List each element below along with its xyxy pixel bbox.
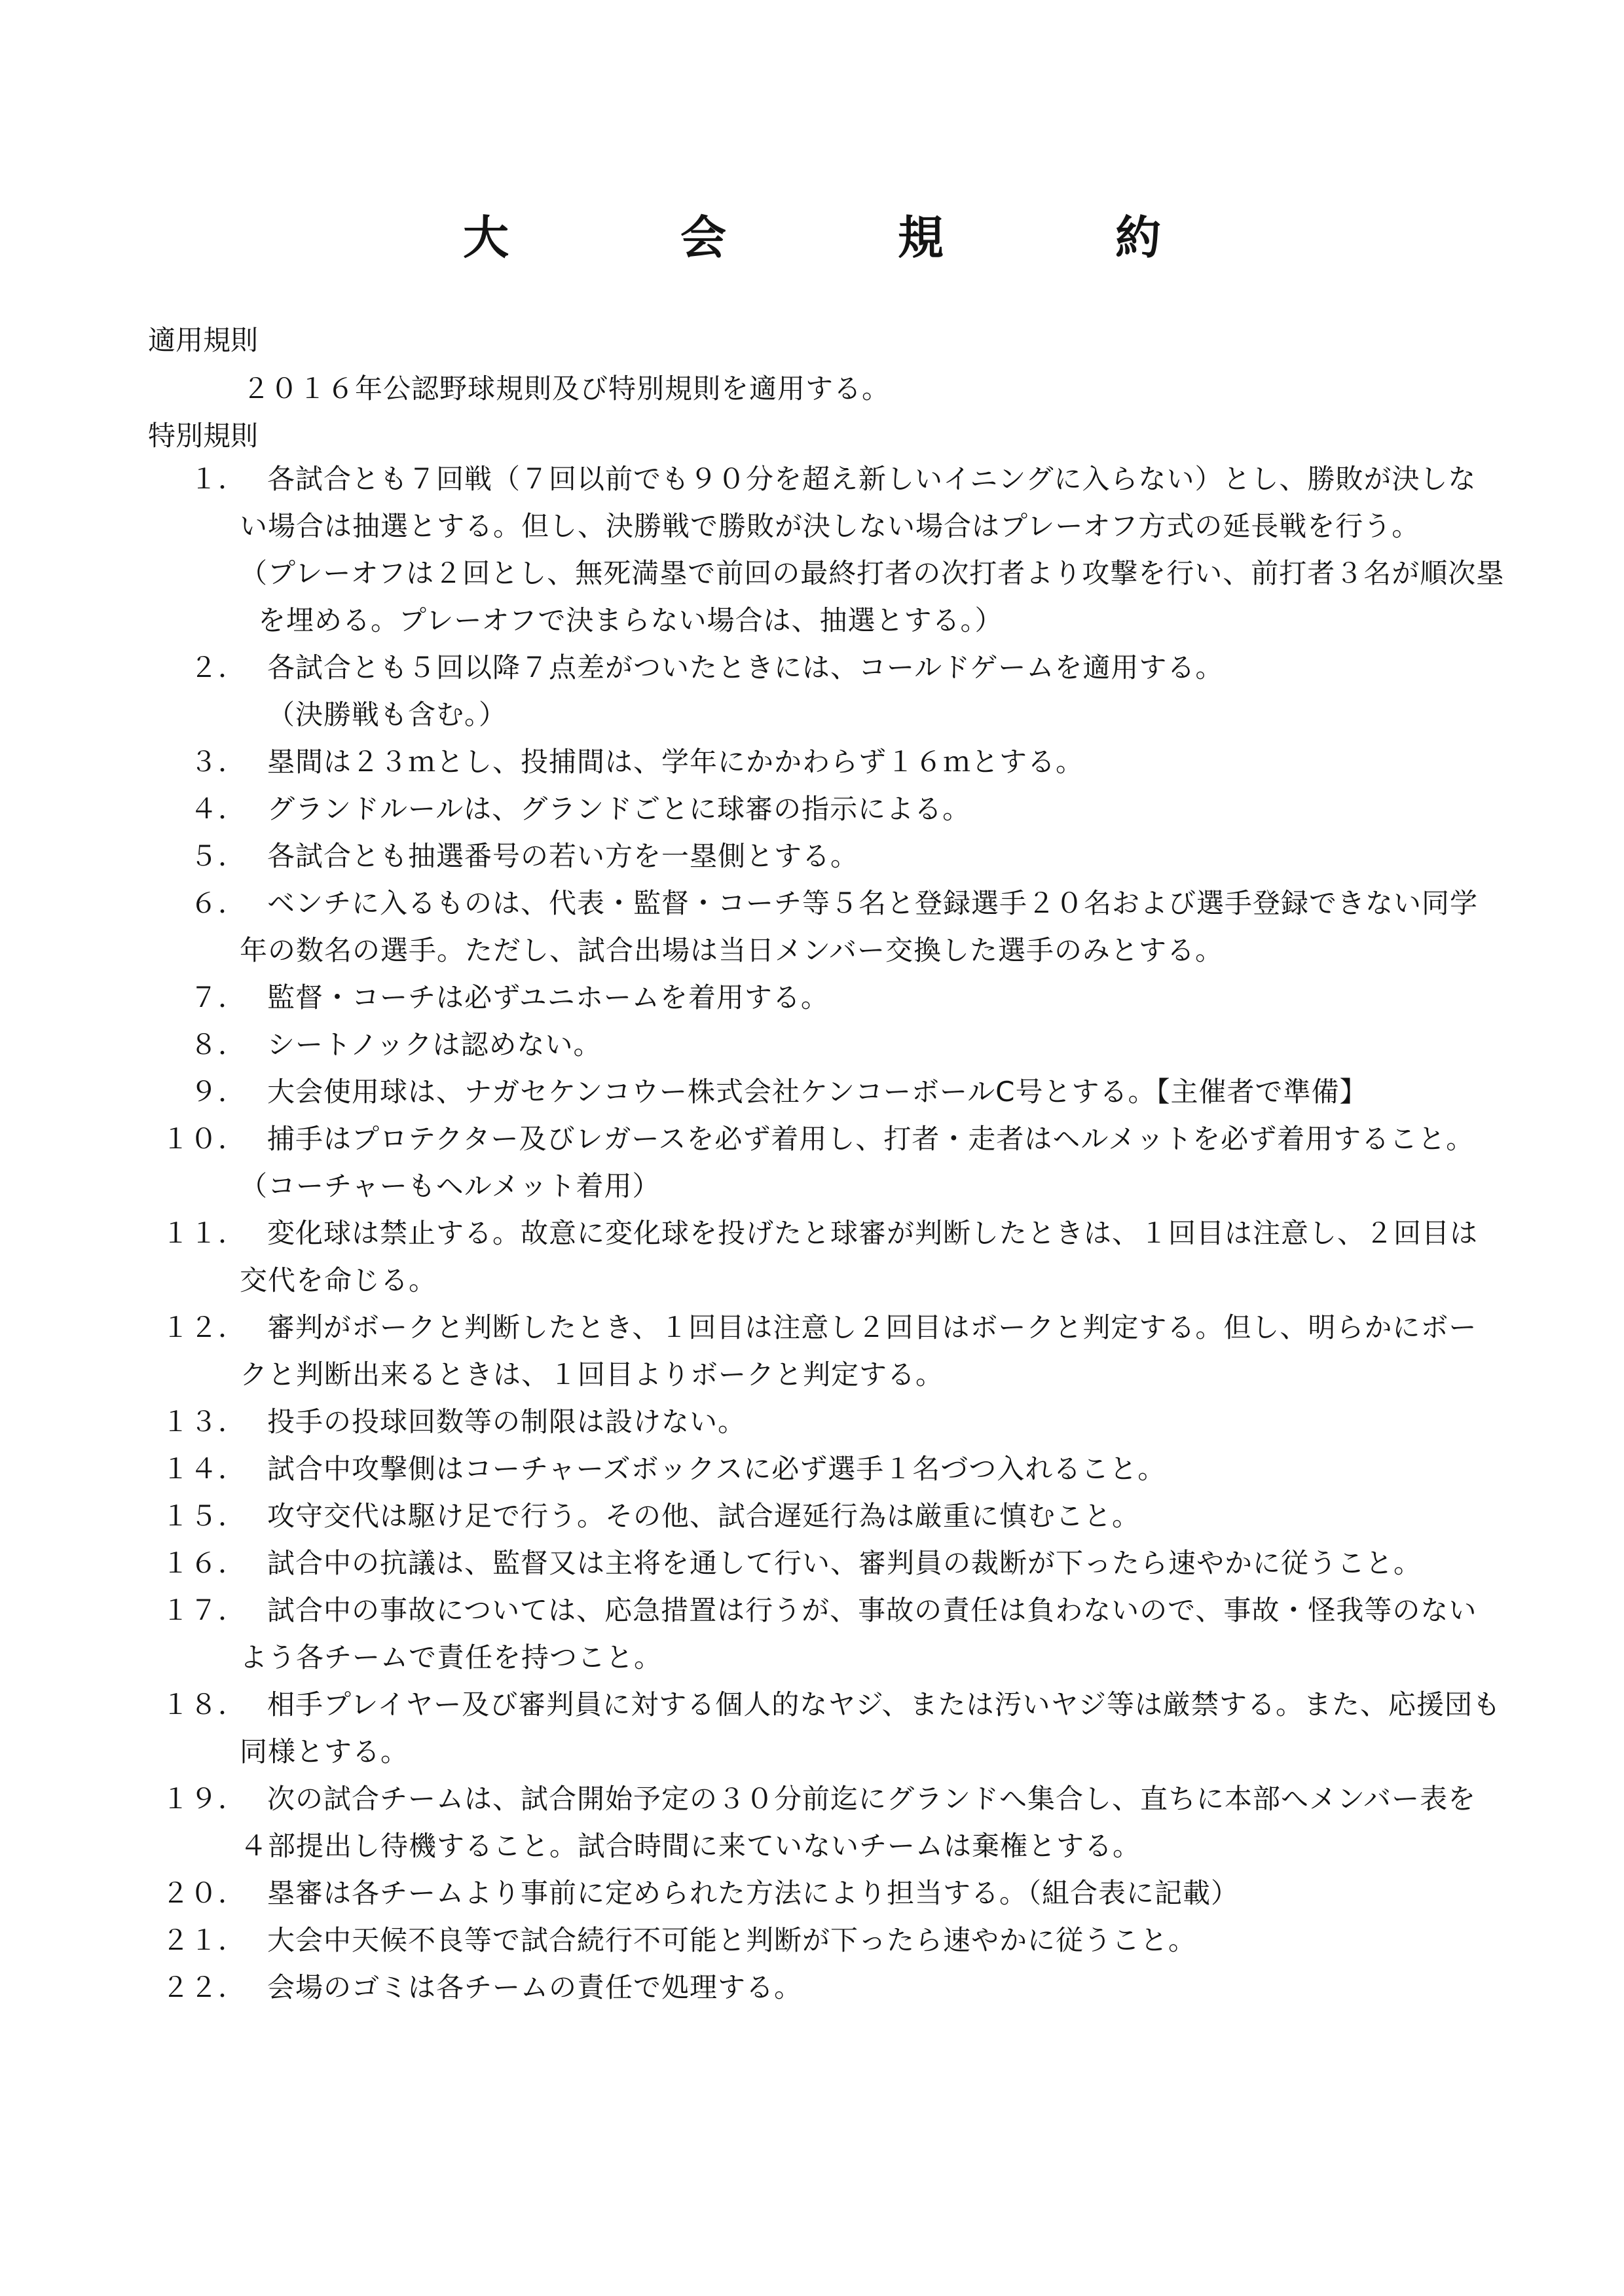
rule-text: 試合中攻撃側はコーチャーズボックスに必ず選手１名づつ入れること。 xyxy=(267,1453,1166,1485)
rule-item xyxy=(148,1540,1517,1587)
rule-number: １４． xyxy=(161,1453,246,1485)
rule-item xyxy=(148,1021,1517,1068)
rule-item xyxy=(148,644,1517,738)
rule-number: １１． xyxy=(161,1217,246,1249)
rule-number: １２． xyxy=(161,1311,246,1343)
rule-text: 大会中天候不良等で試合続行不可能と判断が下ったら速やかに従うこと。 xyxy=(267,1924,1197,1956)
rule-item xyxy=(148,1681,1517,1776)
rule-text: 試合中の抗議は、監督又は主将を通して行い、審判員の裁断が下ったら速やかに従うこと。 xyxy=(267,1547,1422,1579)
rule-item xyxy=(148,1446,1517,1493)
rule-item xyxy=(148,1587,1517,1681)
rule-item xyxy=(148,1116,1517,1210)
rule-item xyxy=(148,1210,1517,1304)
rule-text: 大会使用球は、ナガセケンコウー株式会社ケンコーボールC号とする。【主催者で準備】 xyxy=(267,1076,1368,1108)
rule-text: ベンチに入るものは、代表・監督・コーチ等５名と登録選手２０名および選手登録できない同学年の数名の選手。ただし、試合出場は当日メンバー交換した選手のみとする。 xyxy=(240,887,1479,966)
rule-item xyxy=(148,833,1517,880)
special-rules-heading: 特別規則 xyxy=(148,420,259,452)
rule-number: ９． xyxy=(189,1076,246,1108)
rule-text: 相手プレイヤー及び審判員に対する個人的なヤジ、または汚いヤジ等は厳禁する。また、応援団も同様とする。 xyxy=(240,1688,1502,1768)
rule-text: シートノックは認めない。 xyxy=(267,1029,602,1061)
rule-number: ５． xyxy=(189,840,246,872)
rule-note: （決勝戦も含む。） xyxy=(267,699,507,731)
rule-number: １５． xyxy=(161,1500,246,1532)
applied-rules-heading: 適用規則 xyxy=(148,324,259,356)
rule-item xyxy=(148,1776,1517,1870)
rule-text: 各試合とも抽選番号の若い方を一塁側とする。 xyxy=(267,840,859,872)
rule-text: 捕手はプロテクター及びレガースを必ず着用し、打者・走者はヘルメットを必ず着用すること。（コーチャーもヘルメット着用） xyxy=(240,1123,1475,1202)
rule-text: 塁間は２３ｍとし、投捕間は、学年にかかわらず１６ｍとする。 xyxy=(267,746,1084,778)
rule-text: 審判がボークと判断したとき、１回目は注意し２回目はボークと判定する。但し、明らかにボークと判断出来るときは、１回目よりボークと判定する。 xyxy=(240,1311,1477,1391)
rule-text: 投手の投球回数等の制限は設けない。 xyxy=(267,1406,747,1438)
rule-number: ８． xyxy=(189,1029,246,1061)
rule-number: ７． xyxy=(189,981,246,1013)
rule-number: １． xyxy=(189,463,246,495)
rule-item xyxy=(148,1870,1517,1917)
rule-text: グランドルールは、グランドごとに球審の指示による。 xyxy=(267,793,971,825)
rule-text: 各試合とも７回戦（７回以前でも９０分を超え新しいイニングに入らない）とし、勝敗が決しない場合は抽選とする。但し、決勝戦で勝敗が決しない場合はプレーオフ方式の延長戦を行う。 xyxy=(240,463,1477,542)
rule-text: 攻守交代は駆け足で行う。その他、試合遅延行為は厳重に慎むこと。 xyxy=(267,1500,1141,1532)
rule-number: ６． xyxy=(189,887,246,919)
rule-number: １３． xyxy=(161,1406,246,1438)
rule-item xyxy=(148,1398,1517,1446)
rule-item xyxy=(148,880,1517,974)
rule-text: 監督・コーチは必ずユニホームを着用する。 xyxy=(267,981,829,1013)
rule-number: １７． xyxy=(161,1594,246,1626)
rule-item xyxy=(148,738,1517,786)
rule-number: ２０． xyxy=(161,1877,246,1909)
rule-item xyxy=(148,1917,1517,1964)
rule-item xyxy=(148,1964,1517,2011)
rule-text: 試合中の事故については、応急措置は行うが、事故の責任は負わないので、事故・怪我等のないよう各チームで責任を持つこと。 xyxy=(240,1594,1477,1673)
rule-number: ２２． xyxy=(161,1971,246,2003)
rule-number: １８． xyxy=(161,1688,246,1721)
rule-text: 変化球は禁止する。故意に変化球を投げたと球審が判断したときは、１回目は注意し、２回目は交代を命じる。 xyxy=(240,1217,1479,1296)
rule-number: １９． xyxy=(161,1783,246,1815)
rule-text: 塁審は各チームより事前に定められた方法により担当する。（組合表に記載） xyxy=(267,1877,1240,1909)
rule-number: １６． xyxy=(161,1547,246,1579)
rule-number: ２． xyxy=(189,651,246,683)
applied-rules-body: ２０１６年公認野球規則及び特別規則を適用する。 xyxy=(242,373,891,405)
rule-text: 次の試合チームは、試合開始予定の３０分前迄にグランドへ集合し、直ちに本部へメンバー表を４部提出し待機すること。試合時間に来ていないチームは棄権とする。 xyxy=(240,1783,1477,1862)
rule-item xyxy=(148,974,1517,1021)
rule-item xyxy=(148,456,1517,644)
rule-note: （プレーオフは２回とし、無死満塁で前回の最終打者の次打者より攻撃を行い、前打者３名が順次塁を埋める。プレーオフで決まらない場合は、抽選とする。） xyxy=(240,557,1505,636)
rule-number: １０． xyxy=(161,1123,246,1155)
rule-item xyxy=(148,786,1517,833)
rule-number: ３． xyxy=(189,746,246,778)
rule-item xyxy=(148,1068,1517,1116)
rule-item xyxy=(148,1304,1517,1398)
special-rules-list xyxy=(148,456,1517,2011)
rule-text: 各試合とも５回以降７点差がついたときには、コールドゲームを適用する。 xyxy=(267,651,1224,683)
rule-item xyxy=(148,1493,1517,1540)
rule-number: ４． xyxy=(189,793,246,825)
rule-number: ２１． xyxy=(161,1924,246,1956)
document-title: 大 会 規 約 xyxy=(463,211,1224,264)
rule-text: 会場のゴミは各チームの責任で処理する。 xyxy=(267,1971,803,2003)
